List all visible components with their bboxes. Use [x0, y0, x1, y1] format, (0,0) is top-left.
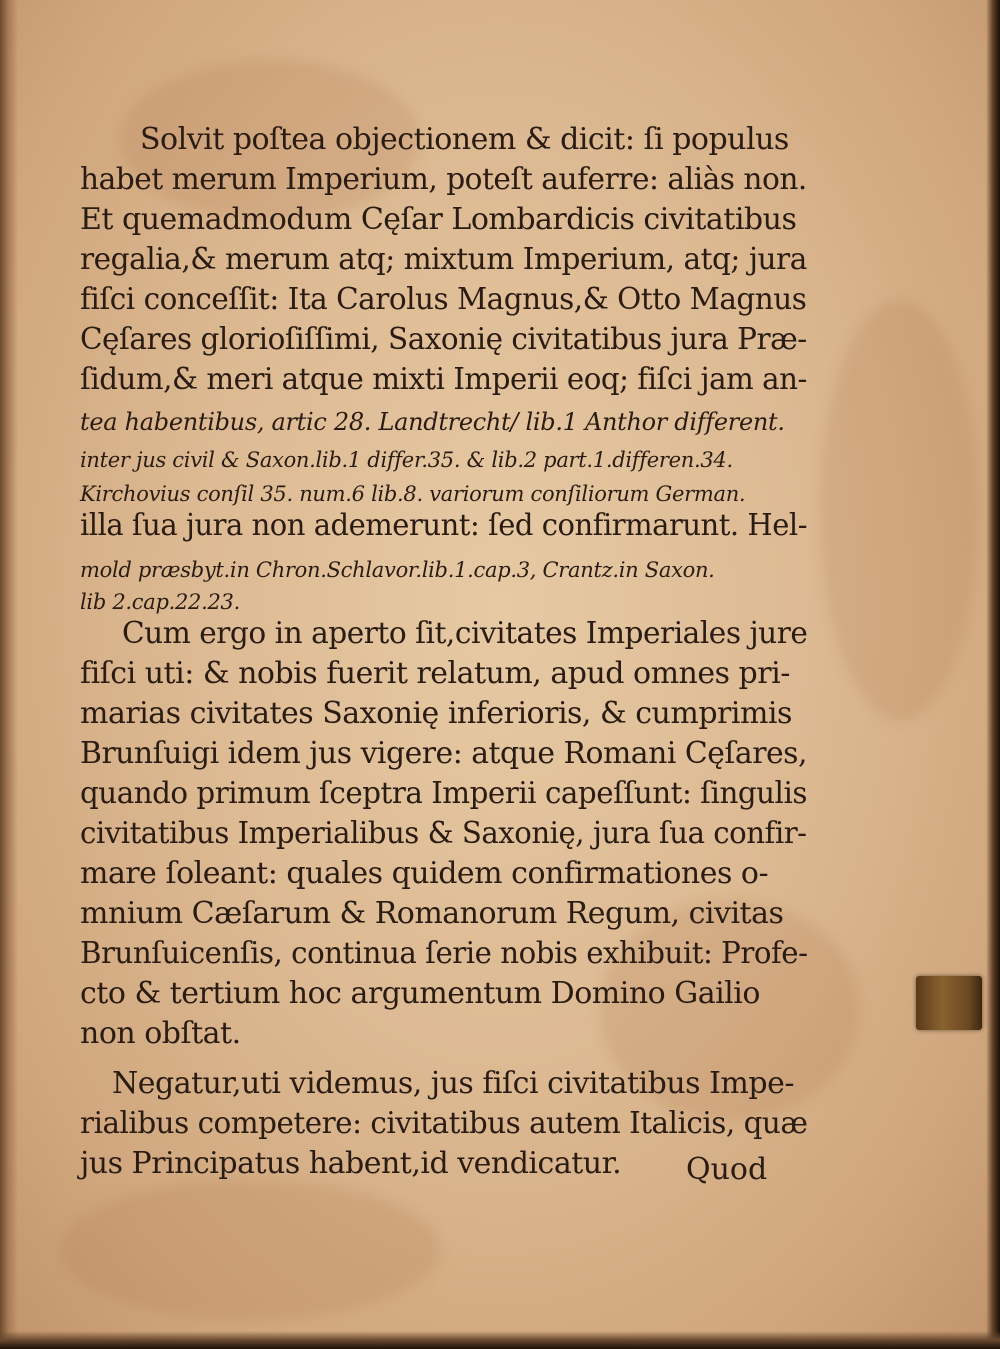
text-line: quando primum ſceptra Imperii capeſſunt: ſingulis — [80, 776, 807, 811]
text-line-citation: inter jus civil & Saxon.lib.1 differ.35. & lib.2 part.1.differen.34. — [80, 448, 733, 472]
text-line: civitatibus Imperialibus & Saxonię, jura ſua confir- — [80, 816, 807, 851]
text-line: cto & tertium hoc argumentum Domino Gailio — [80, 976, 760, 1011]
text-line: Brunſuigi idem jus vigere: atque Romani Cęſares, — [80, 736, 807, 771]
text-line: illa ſua jura non ademerunt: ſed confirmarunt. Hel- — [80, 508, 808, 543]
text-line: Cum ergo in aperto ſit,civitates Imperiales jure — [122, 616, 808, 651]
text-line-citation: Kirchovius conſil 35. num.6 lib.8. variorum conſiliorum German. — [80, 482, 746, 506]
page-tab-marker — [916, 976, 982, 1030]
text-line-citation: lib 2.cap.22.23. — [80, 590, 240, 614]
text-line: ſidum,& meri atque mixti Imperii eoq; fiſci jam an- — [80, 362, 807, 397]
text-line: non obſtat. — [80, 1016, 241, 1051]
paper-stain — [60, 1180, 440, 1320]
text-line: fiſci uti: & nobis fuerit relatum, apud omnes pri- — [80, 656, 790, 691]
text-line: Cęſares glorioſiſſimi, Saxonię civitatibus jura Præ- — [80, 322, 807, 357]
page-edge-shadow-bottom — [0, 1331, 1000, 1349]
text-line: Solvit poſtea objectionem & dicit: ſi populus — [140, 122, 789, 157]
text-line: marias civitates Saxonię inferioris, & cumprimis — [80, 696, 792, 731]
text-line-citation: tea habentibus, artic 28. Landtrecht/ lib.1 Anthor different. — [80, 408, 785, 436]
text-line: regalia,& merum atq; mixtum Imperium, atq; jura — [80, 242, 807, 277]
binding-edge — [0, 0, 18, 1349]
catchword: Quod — [686, 1152, 768, 1187]
text-line-citation: mold præsbyt.in Chron.Schlavor.lib.1.cap.3, Crantz.in Saxon. — [80, 558, 715, 582]
text-line: mnium Cæſarum & Romanorum Regum, civitas — [80, 896, 784, 931]
paper-stain — [820, 300, 980, 720]
text-line: Brunſuicenſis, continua ſerie nobis exhibuit: Profe- — [80, 936, 808, 971]
page-edge-shadow — [986, 0, 1000, 1349]
text-line: rialibus competere: civitatibus autem Italicis, quæ — [80, 1106, 808, 1141]
text-line: habet merum Imperium, poteſt auferre: aliàs non. — [80, 162, 807, 197]
text-line: Et quemadmodum Cęſar Lombardicis civitatibus — [80, 202, 797, 237]
text-line: mare ſoleant: quales quidem confirmationes o- — [80, 856, 769, 891]
text-line: fiſci conceſſit: Ita Carolus Magnus,& Otto Magnus — [80, 282, 807, 317]
text-line: Negatur,uti videmus, jus fiſci civitatibus Impe- — [112, 1066, 794, 1101]
text-line: jus Principatus habent,id vendicatur. — [80, 1146, 622, 1181]
